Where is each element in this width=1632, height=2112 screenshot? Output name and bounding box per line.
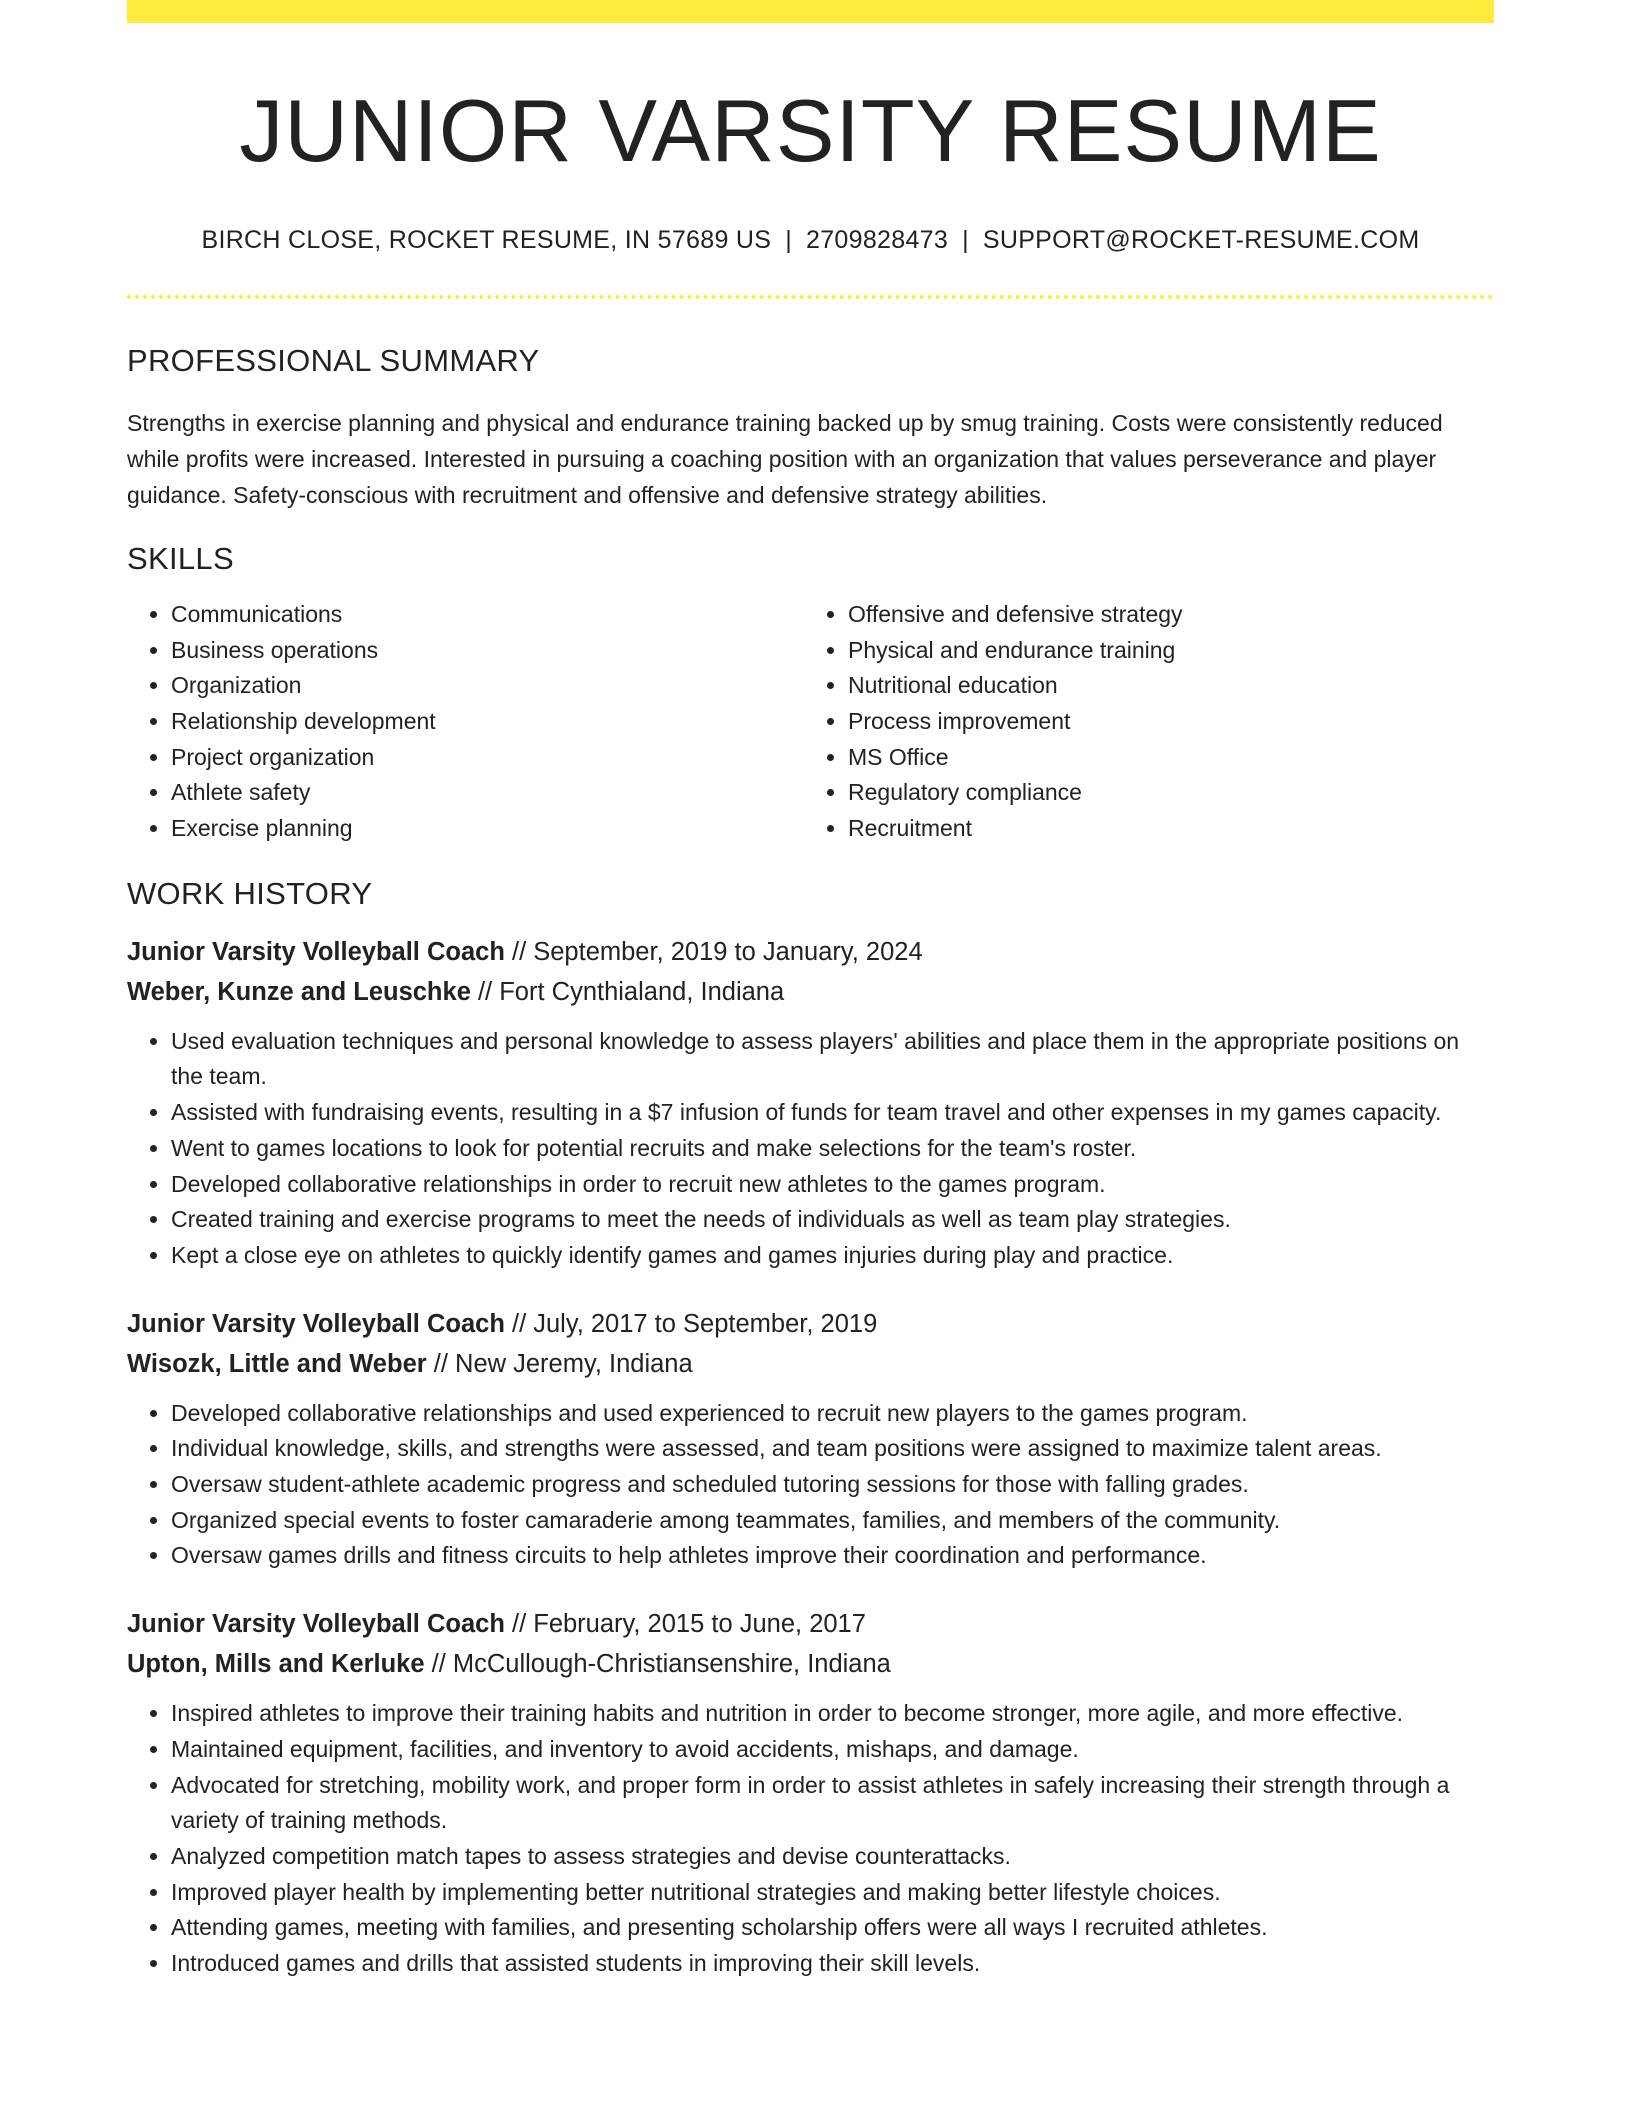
job-company: Wisozk, Little and Weber: [127, 1349, 427, 1378]
skills-right-list: [817, 597, 1494, 847]
job-location: // McCullough-Christiansenshire, Indiana: [424, 1650, 891, 1679]
job-entry: [127, 1604, 1494, 1982]
job-bullet: • Improved player health by implementing better nutritional strategies and making better lifestyle choices.: [171, 1875, 1494, 1911]
skills-section: [127, 541, 1494, 847]
job-bullet: • Developed collaborative relationships in order to recruit new athletes to the games program.: [171, 1167, 1494, 1203]
job-company: Weber, Kunze and Leuschke: [127, 977, 471, 1006]
skill-item: • Relationship development: [171, 704, 817, 740]
skills-heading: SKILLS: [127, 540, 234, 576]
job-bullet: • Used evaluation techniques and personal knowledge to assess players' abilities and place them in the appropriate positions on the team.: [171, 1024, 1494, 1095]
job-title-line: [127, 1304, 1494, 1344]
job-dates: // February, 2015 to June, 2017: [504, 1610, 866, 1639]
job-bullet: • Analyzed competition match tapes to assess strategies and devise counterattacks.: [171, 1839, 1494, 1875]
skills-columns: [127, 597, 1494, 847]
job-entry: [127, 932, 1494, 1274]
job-bullet: • Developed collaborative relationships and used experienced to recruit new players to the games program.: [171, 1396, 1494, 1432]
job-bullet: • Created training and exercise programs to meet the needs of individuals as well as team play strategies.: [171, 1202, 1494, 1238]
job-bullet: • Organized special events to foster camaraderie among teammates, families, and members of the community.: [171, 1503, 1494, 1539]
job-bullet: • Maintained equipment, facilities, and inventory to avoid accidents, mishaps, and damage.: [171, 1732, 1494, 1768]
job-bullet: • Inspired athletes to improve their training habits and nutrition in order to become stronger, more agile, and more effective.: [171, 1696, 1494, 1732]
contact-email: SUPPORT@ROCKET-RESUME.COM: [982, 225, 1420, 254]
skill-item: • Athlete safety: [171, 775, 817, 811]
skill-item: • Process improvement: [848, 704, 1494, 740]
resume-title: JUNIOR VARSITY RESUME: [239, 81, 1382, 180]
skill-item: • Regulatory compliance: [848, 775, 1494, 811]
work-history-heading: WORK HISTORY: [127, 875, 373, 911]
job-location: // Fort Cynthialand, Indiana: [470, 977, 785, 1006]
skill-item: • Recruitment: [848, 811, 1494, 847]
summary-section: [127, 343, 1494, 513]
job-title-line: [127, 1604, 1494, 1644]
job-bullet: • Kept a close eye on athletes to quickly identify games and games injuries during play and practice.: [171, 1238, 1494, 1274]
job-location: // New Jeremy, Indiana: [426, 1349, 693, 1378]
summary-text: Strengths in exercise planning and physical and endurance training backed up by smug training. Costs were consistently reduced while profits were increased. Interested in pursuing a coaching position with an organization that values perseverance and player guidance. Safety-conscious with recruitment and offensive and defensive strategy abilities.: [127, 409, 1443, 508]
contact-separator: |: [785, 225, 793, 254]
job-title: Junior Varsity Volleyball Coach: [127, 1309, 505, 1338]
skill-item: • Organization: [171, 668, 817, 704]
skill-item: • Project organization: [171, 740, 817, 776]
job-bullets: [127, 1396, 1494, 1575]
job-bullet: • Went to games locations to look for potential recruits and make selections for the team's roster.: [171, 1131, 1494, 1167]
job-bullet: • Advocated for stretching, mobility work, and proper form in order to assist athletes in safely increasing their strength through a variety of training methods.: [171, 1768, 1494, 1839]
job-bullet: • Assisted with fundraising events, resulting in a $7 infusion of funds for team travel and other expenses in my games capacity.: [171, 1095, 1494, 1131]
job-bullets: [127, 1696, 1494, 1982]
skill-item: • Physical and endurance training: [848, 633, 1494, 669]
skill-item: • Communications: [171, 597, 817, 633]
contact-phone: 2709828473: [806, 225, 949, 254]
job-title: Junior Varsity Volleyball Coach: [127, 937, 505, 966]
skill-item: • Exercise planning: [171, 811, 817, 847]
job-bullet: • Oversaw student-athlete academic progress and scheduled tutoring sessions for those with falling grades.: [171, 1467, 1494, 1503]
top-accent-bar: [127, 0, 1494, 23]
skill-item: • Business operations: [171, 633, 817, 669]
job-company: Upton, Mills and Kerluke: [127, 1650, 425, 1679]
job-entry: [127, 1304, 1494, 1575]
job-bullet: • Introduced games and drills that assisted students in improving their skill levels.: [171, 1946, 1494, 1982]
job-company-line: [127, 972, 1494, 1012]
work-history-section: [127, 876, 1494, 1982]
contact-line: [127, 226, 1494, 255]
contact-address: BIRCH CLOSE, ROCKET RESUME, IN 57689 US: [201, 225, 772, 254]
resume-page: [127, 0, 1494, 1982]
skill-item: • Offensive and defensive strategy: [848, 597, 1494, 633]
job-dates: // September, 2019 to January, 2024: [504, 937, 923, 966]
job-bullet: • Oversaw games drills and fitness circuits to help athletes improve their coordination and performance.: [171, 1538, 1494, 1574]
dotted-divider: [127, 295, 1494, 299]
job-dates: // July, 2017 to September, 2019: [504, 1309, 878, 1338]
job-title-line: [127, 932, 1494, 972]
job-bullet: • Individual knowledge, skills, and strengths were assessed, and team positions were assigned to maximize talent areas.: [171, 1431, 1494, 1467]
skill-item: • Nutritional education: [848, 668, 1494, 704]
job-title: Junior Varsity Volleyball Coach: [127, 1610, 505, 1639]
job-bullets: [127, 1024, 1494, 1274]
job-company-line: [127, 1344, 1494, 1384]
contact-separator: |: [962, 225, 969, 254]
summary-heading: PROFESSIONAL SUMMARY: [127, 342, 540, 378]
job-bullet: • Attending games, meeting with families, and presenting scholarship offers were all ways I recruited athletes.: [171, 1910, 1494, 1946]
job-company-line: [127, 1644, 1494, 1684]
skills-left-list: [127, 597, 817, 847]
skill-item: • MS Office: [848, 740, 1494, 776]
